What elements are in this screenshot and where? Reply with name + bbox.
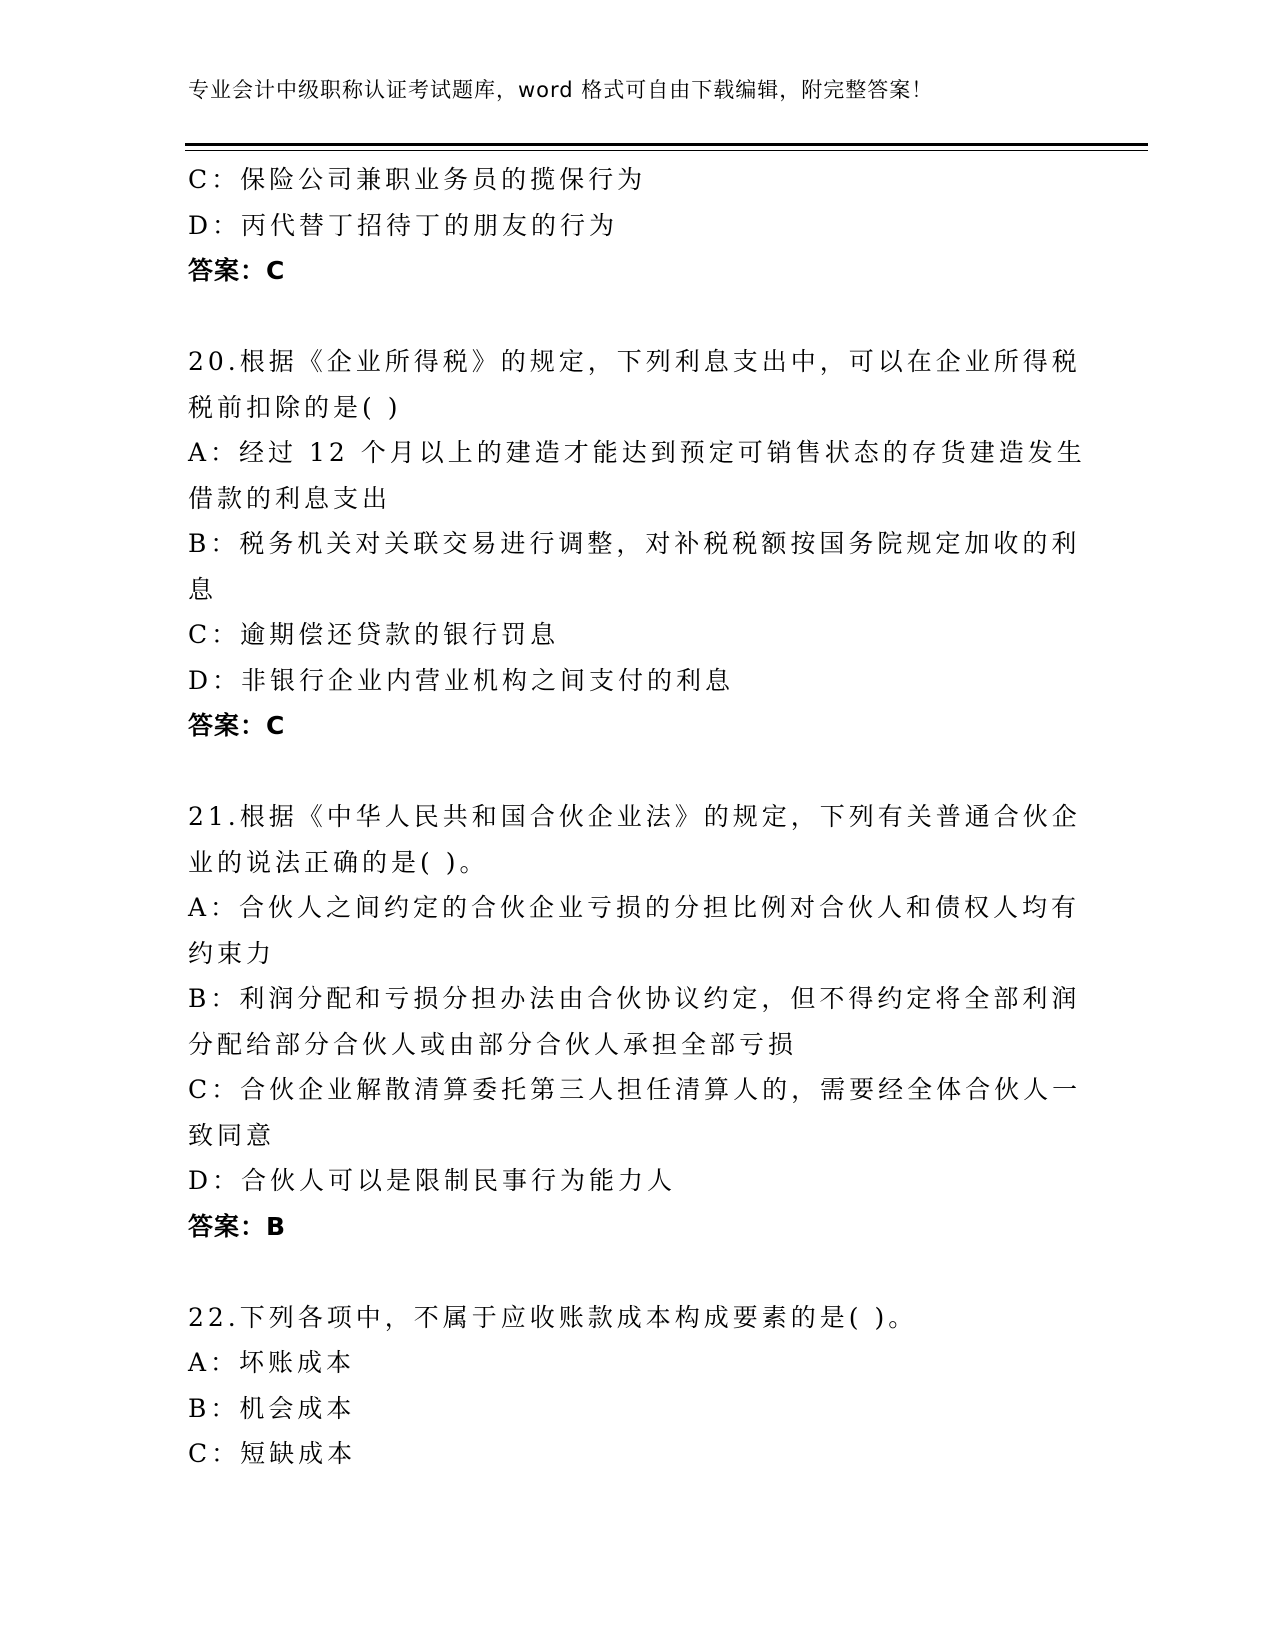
q20-option-a-line1: A：经过 12 个月以上的建造才能达到预定可销售状态的存货建造发生: [188, 438, 1086, 467]
q21-stem-line1: 21.根据《中华人民共和国合伙企业法》的规定，下列有关普通合伙企: [188, 802, 1081, 831]
header-divider-thick: [185, 143, 1148, 146]
q20-option-b-line1: B：税务机关对关联交易进行调整，对补税税额按国务院规定加收的利: [188, 529, 1081, 558]
q21-option-c-line2: 致同意: [188, 1120, 276, 1150]
q21-option-c-line1: C：合伙企业解散清算委托第三人担任清算人的，需要经全体合伙人一: [188, 1075, 1082, 1104]
q20-stem-line1: 20.根据《企业所得税》的规定，下列利息支出中，可以在企业所得税: [188, 347, 1081, 376]
q22-option-b: B：机会成本: [188, 1393, 356, 1423]
q20-option-b-line2: 息: [188, 574, 218, 604]
q19-option-d: D：丙代替丁招待丁的朋友的行为: [188, 210, 619, 240]
q22-option-c: C：短缺成本: [188, 1439, 357, 1468]
q21-option-b-line2: 分配给部分合伙人或由部分合伙人承担全部亏损: [188, 1029, 798, 1059]
q19-option-c: C：保险公司兼职业务员的揽保行为: [188, 165, 647, 194]
q19-answer: 答案：C: [188, 256, 286, 285]
q21-answer: 答案：B: [188, 1211, 287, 1241]
q21-option-d: D：合伙人可以是限制民事行为能力人: [188, 1166, 677, 1195]
header-divider-thin: [185, 150, 1148, 151]
spacer: [188, 1249, 1088, 1295]
q20-answer: 答案：C: [188, 711, 286, 740]
q21-option-b-line1: B：利润分配和亏损分担办法由合伙协议约定，但不得约定将全部利润: [188, 984, 1081, 1013]
q20-option-c: C：逾期偿还贷款的银行罚息: [188, 620, 560, 649]
q20-option-d: D：非银行企业内营业机构之间支付的利息: [188, 665, 735, 695]
q21-stem-line2: 业的说法正确的是( )。: [188, 847, 489, 877]
page-header: 专业会计中级职称认证考试题库，word 格式可自由下载编辑，附完整答案！: [188, 78, 934, 102]
q21-option-a-line2: 约束力: [188, 938, 276, 968]
q22-option-a: A：坏账成本: [188, 1348, 356, 1377]
q20-option-a-line2: 借款的利息支出: [188, 483, 392, 513]
question-content: [188, 157, 1088, 1477]
q22-stem: 22.下列各项中，不属于应收账款成本构成要素的是( )。: [188, 1302, 918, 1332]
spacer: [188, 294, 1088, 340]
q20-stem-line2: 税前扣除的是( ): [188, 392, 402, 422]
spacer: [188, 749, 1088, 795]
q21-option-a-line1: A：合伙人之间约定的合伙企业亏损的分担比例对合伙人和债权人均有: [188, 893, 1081, 922]
